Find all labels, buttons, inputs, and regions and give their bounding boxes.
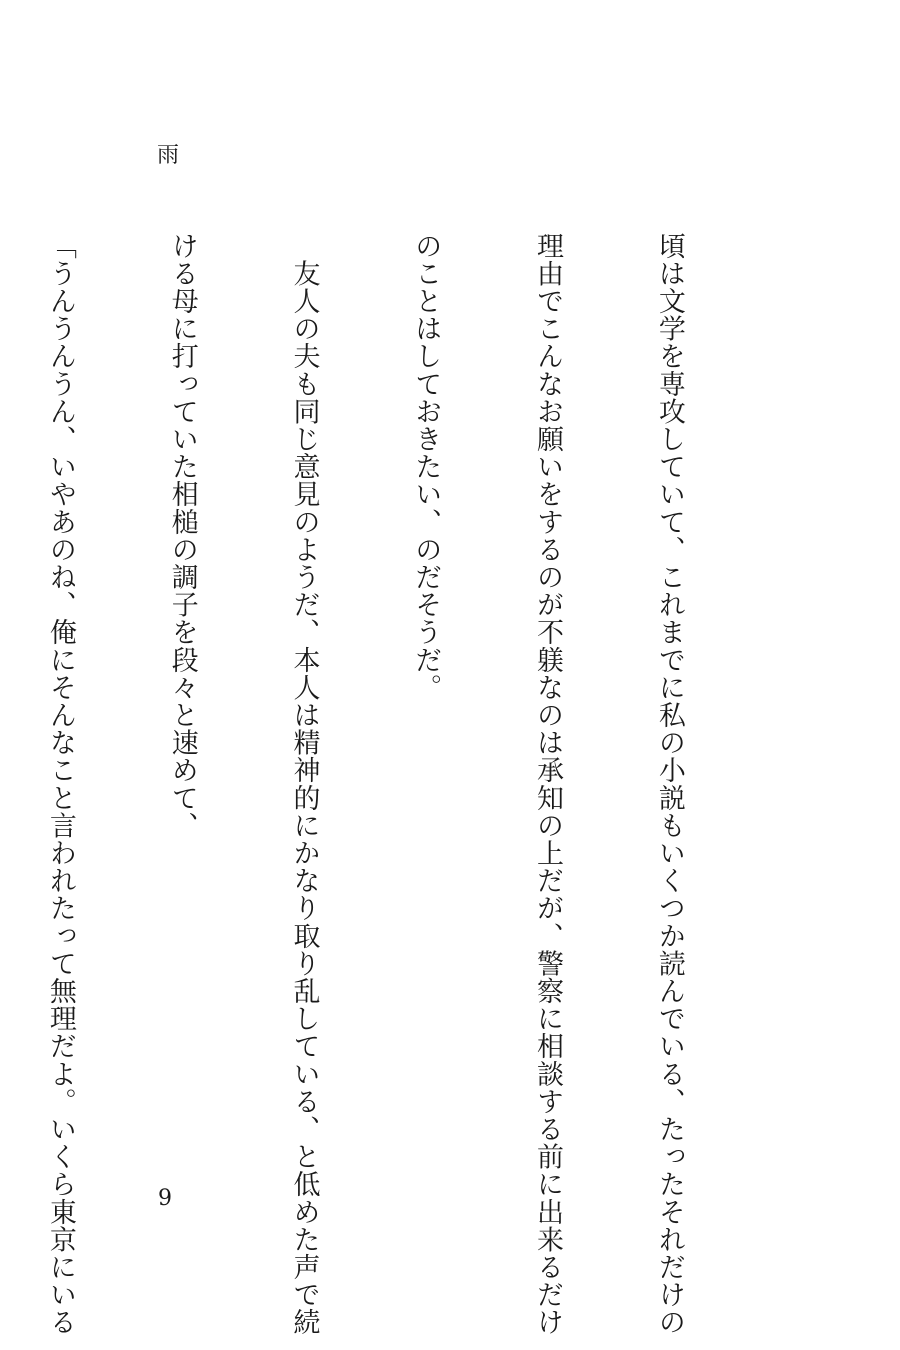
text-line: 理由でこんなお願いをするのが不躾なのは承知の上だが、警察に相談する前に出来るだけ	[532, 232, 564, 1336]
body-text	[0, 232, 770, 1336]
page-number: 9	[158, 1186, 172, 1211]
running-head: 雨	[157, 143, 182, 168]
text-line: 「うんうんうん、いやあのね、俺にそんなこと言われたって無理だよ。いくら東京にいる	[44, 232, 76, 1336]
text-line: のことはしておきたい、のだそうだ。	[410, 232, 442, 702]
text-line: 頃は文学を専攻していて、これまでに私の小説もいくつか読んでいる、たったそれだけの	[653, 232, 685, 1336]
text-line: 友人の夫も同じ意見のようだ、本人は精神的にかなり取り乱している、と低めた声で続	[288, 232, 320, 1336]
text-line: ける母に打っていた相槌の調子を段々と速めて、	[166, 232, 198, 840]
